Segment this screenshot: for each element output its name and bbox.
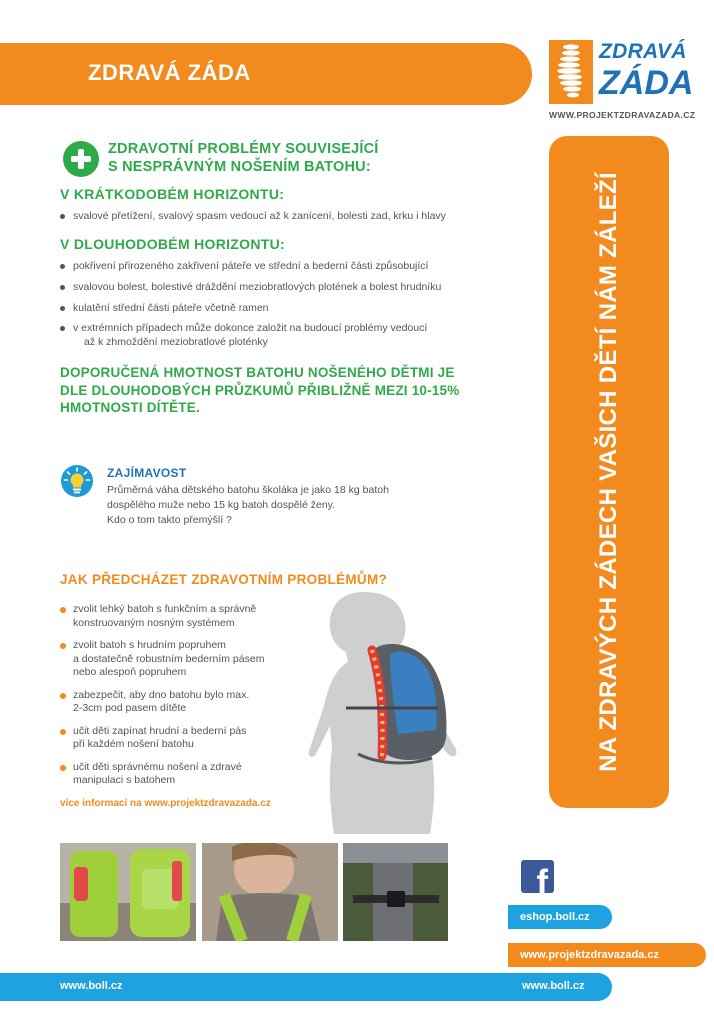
- long-term-heading: V DLOUHODOBÉM HORIZONTU:: [60, 236, 285, 252]
- list-item: svalové přetížení, svalový spasm vedoucí až k zanícení, bolesti zad, krku i hlavy: [60, 209, 446, 223]
- health-heading-line2: S NESPRÁVNÝM NOŠENÍM BATOHU:: [108, 159, 371, 175]
- photo-child-backpack-back: [60, 843, 196, 941]
- spine-icon: [549, 40, 593, 104]
- list-item: pokřivení přirozeného zakřivení páteře ve střední a bederní části způsobující: [60, 259, 441, 273]
- list-item: zvolit lehký batoh s funkčním a správně konstruovaným nosným systémem: [60, 603, 264, 630]
- header-bar: [0, 43, 532, 105]
- logo-url: WWW.PROJEKTZDRAVAZADA.CZ: [549, 110, 696, 120]
- logo-word-zada: ZÁDA: [599, 64, 694, 102]
- footer-link-left[interactable]: www.boll.cz: [60, 980, 123, 992]
- long-term-list: [60, 259, 441, 349]
- photo-child-wearing-backpack: [202, 843, 338, 941]
- short-term-heading: V KRÁTKODOBÉM HORIZONTU:: [60, 186, 285, 202]
- plus-icon: [63, 141, 99, 177]
- prevention-list: [60, 603, 264, 797]
- list-item: kulatění střední části páteře včetně ramen: [60, 301, 441, 315]
- photo-chest-strap: [343, 843, 448, 941]
- health-heading-line1: ZDRAVOTNÍ PROBLÉMY SOUVISEJÍCÍ: [108, 141, 379, 157]
- page-title: ZDRAVÁ ZÁDA: [88, 60, 251, 85]
- footer-bar: [0, 973, 612, 1001]
- list-item: svalovou bolest, bolestivé dráždění meziobratlových plotének a bolest hrudníku: [60, 280, 441, 294]
- fact-text: [107, 483, 389, 528]
- list-item-continuation: až k zhmoždění meziobratlové ploténky: [84, 336, 268, 348]
- list-item: v extrémních případech může dokonce založit na budoucí problémy vedoucí: [60, 321, 441, 335]
- footer-link-right[interactable]: www.boll.cz: [522, 980, 585, 992]
- list-item: zabezpečit, aby dno batohu bylo max. 2-3cm pod pasem dítěte: [60, 689, 264, 716]
- prevention-heading: JAK PŘEDCHÁZET ZDRAVOTNÍM PROBLÉMŮM?: [60, 572, 388, 587]
- fact-line: Kdo o tom takto přemýšlí ?: [107, 514, 232, 526]
- list-item: učit děti správnému nošení a zdravé manipulaci s batohem: [60, 761, 264, 788]
- health-heading: [108, 140, 379, 176]
- short-term-list: [60, 209, 446, 223]
- fact-line: dospělého muže nebo 15 kg batoh dospělé ženy.: [107, 499, 336, 511]
- project-link[interactable]: www.projektzdravazada.cz: [508, 943, 706, 967]
- lightbulb-icon: [60, 464, 94, 498]
- logo-word-zdrava: ZDRAVÁ: [599, 40, 687, 63]
- more-info-link[interactable]: více informací na www.projektzdravazada.cz: [60, 798, 271, 809]
- child-backpack-illustration: [298, 588, 478, 838]
- facebook-icon[interactable]: f: [521, 860, 554, 893]
- side-banner: [549, 136, 669, 808]
- side-banner-text: NA ZDRAVÝCH ZÁDECH VAŠICH DĚTÍ NÁM ZÁLEŽÍ: [595, 172, 622, 772]
- fact-title: ZAJÍMAVOST: [107, 466, 187, 480]
- list-item: zvolit batoh s hrudním popruhem a dostatečně robustním bederním pásem nebo alespoň popruhem: [60, 639, 264, 680]
- weight-recommendation: DOPORUČENÁ HMOTNOST BATOHU NOŠENÉHO DĚTMI JE DLE DLOUHODOBÝCH PRŮZKUMŮ PŘIBLIŽNĚ MEZI 10-15% HMOTNOSTI DÍTĚTE.: [60, 365, 460, 415]
- fact-line: Průměrná váha dětského batohu školáka je jako 18 kg batoh: [107, 484, 389, 496]
- eshop-link[interactable]: eshop.boll.cz: [508, 905, 612, 929]
- brand-logo: [549, 40, 696, 124]
- list-item: učit děti zapínat hrudní a bederní pás při každém nošení batohu: [60, 725, 264, 752]
